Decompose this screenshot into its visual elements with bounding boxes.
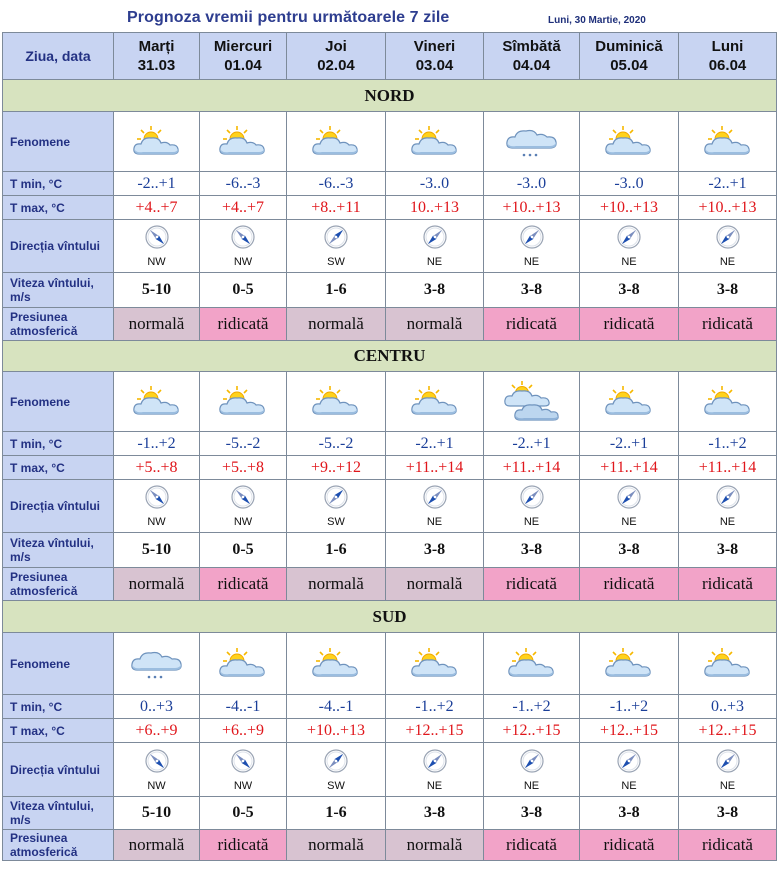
wind-compass — [386, 484, 483, 528]
wind-compass — [679, 484, 776, 528]
wind_speed-label: Viteza vîntului, m/s — [3, 273, 114, 308]
region-row-centru — [3, 341, 777, 372]
pressure-value: normală — [287, 830, 386, 861]
phenomena-cell — [580, 372, 679, 432]
wind-direction-cell — [386, 480, 484, 533]
wind-speed-value: 0-5 — [200, 273, 287, 308]
day-header-1 — [200, 33, 287, 80]
phenomena-cell — [580, 633, 679, 695]
phenomena-cell — [386, 633, 484, 695]
phenomena-cell — [287, 372, 386, 432]
tmax-value: +10..+13 — [580, 196, 679, 220]
wind-compass — [114, 748, 199, 792]
wind-speed-value: 0-5 — [200, 533, 287, 568]
phenomena-cell — [484, 633, 580, 695]
partly-cloudy-icon — [200, 646, 286, 682]
pressure-value: normală — [287, 568, 386, 601]
day-header-5 — [580, 33, 679, 80]
tmax-row — [3, 719, 777, 743]
pressure-value: normală — [386, 830, 484, 861]
wind-direction-value: NE — [621, 779, 637, 792]
partly-cloudy-icon — [386, 384, 483, 420]
day-date: 02.04 — [317, 57, 355, 74]
tmax-value: +11..+14 — [580, 456, 679, 480]
wind-compass — [114, 484, 199, 528]
wind-compass — [200, 748, 286, 792]
tmax-value: 10..+13 — [386, 196, 484, 220]
wind-speed-value: 1-6 — [287, 273, 386, 308]
compass-icon — [519, 484, 545, 515]
tmin-value: 0..+3 — [114, 695, 200, 719]
phenomena-cell — [114, 372, 200, 432]
day-header-row — [3, 33, 777, 80]
tmin-value: -1..+2 — [386, 695, 484, 719]
tmin-label: T min, °C — [3, 432, 114, 456]
phenomena-cell — [114, 633, 200, 695]
region-title: SUD — [3, 601, 777, 633]
wind-direction-cell — [114, 743, 200, 797]
partly-cloudy-icon — [386, 646, 483, 682]
day-date: 04.04 — [512, 57, 551, 74]
tmin-value: -2..+1 — [484, 432, 580, 456]
day-name: Sîmbătă — [502, 38, 561, 55]
tmin-value: 0..+3 — [679, 695, 777, 719]
wind-speed-value: 3-8 — [484, 273, 580, 308]
forecast-table — [2, 32, 777, 861]
wind-compass — [386, 748, 483, 792]
tmin-value: -2..+1 — [580, 432, 679, 456]
partly-cloudy-icon — [580, 384, 678, 420]
day-date-label: Ziua, data — [3, 33, 114, 80]
wind-direction-value: NW — [233, 516, 253, 528]
tmin-value: -5..-2 — [200, 432, 287, 456]
partly-cloudy-icon — [679, 646, 776, 682]
tmin-value: -3..0 — [386, 172, 484, 196]
cloud-snow-icon — [114, 644, 199, 684]
compass-icon — [230, 748, 256, 779]
wind-direction-cell — [679, 220, 777, 273]
wind_speed-label: Viteza vîntului, m/s — [3, 533, 114, 568]
wind_dir-row — [3, 743, 777, 797]
partly-cloudy-icon — [386, 124, 483, 160]
wind_dir-row — [3, 480, 777, 533]
tmax-value: +5..+8 — [114, 456, 200, 480]
wind-direction-cell — [386, 743, 484, 797]
wind_dir-label: Direcția vîntului — [3, 480, 114, 533]
pressure-value: normală — [386, 568, 484, 601]
tmax-label: T max, °C — [3, 719, 114, 743]
wind-direction-value: NE — [621, 516, 637, 528]
day-name: Duminică — [595, 38, 663, 55]
compass-icon — [230, 224, 256, 255]
region-row-sud — [3, 601, 777, 633]
tmax-value: +9..+12 — [287, 456, 386, 480]
wind-speed-value: 5-10 — [114, 273, 200, 308]
wind-speed-value: 3-8 — [679, 797, 777, 830]
day-header-2 — [287, 33, 386, 80]
wind_speed-row — [3, 533, 777, 568]
pressure-label: Presiunea atmosferică — [3, 568, 114, 601]
pressure-row — [3, 568, 777, 601]
region-title: NORD — [3, 80, 777, 112]
wind-speed-value: 3-8 — [386, 797, 484, 830]
phenomena-cell — [386, 112, 484, 172]
compass-icon — [422, 748, 448, 779]
tmin-value: -4..-1 — [287, 695, 386, 719]
phenomena-cell — [287, 633, 386, 695]
partly-cloudy-icon — [580, 646, 678, 682]
compass-icon — [230, 484, 256, 515]
day-name: Miercuri — [213, 38, 273, 55]
phenomena-cell — [484, 372, 580, 432]
wind-direction-value: SW — [327, 779, 345, 792]
current-date: Luni, 30 Martie, 2020 — [548, 15, 646, 26]
pressure-value: ridicată — [679, 830, 777, 861]
tmax-row — [3, 456, 777, 480]
wind-compass — [287, 224, 385, 268]
tmin-value: -6..-3 — [287, 172, 386, 196]
partly-cloudy-icon — [200, 384, 286, 420]
phenomena-label: Fenomene — [3, 372, 114, 432]
wind-direction-value: NW — [233, 779, 253, 792]
wind_dir-label: Direcția vîntului — [3, 220, 114, 273]
tmax-value: +10..+13 — [484, 196, 580, 220]
wind-compass — [386, 224, 483, 268]
region-row-nord — [3, 80, 777, 112]
tmax-value: +8..+11 — [287, 196, 386, 220]
pressure-value: ridicată — [580, 568, 679, 601]
wind-speed-value: 3-8 — [484, 797, 580, 830]
phenomena-cell — [679, 633, 777, 695]
wind-compass — [679, 748, 776, 792]
wind-direction-value: NE — [719, 516, 736, 528]
phenomena-cell — [114, 112, 200, 172]
page-title: Prognoza vremii pentru următoarele 7 zile — [127, 9, 450, 26]
wind-speed-value: 3-8 — [580, 273, 679, 308]
compass-icon — [144, 484, 170, 515]
tmax-value: +11..+14 — [679, 456, 777, 480]
wind-direction-value: NE — [621, 256, 637, 268]
partly-cloudy-icon — [679, 124, 776, 160]
partly-cloudy-icon — [287, 384, 385, 420]
wind-direction-cell — [484, 480, 580, 533]
wind-compass — [200, 224, 286, 268]
wind-direction-value: NE — [523, 516, 540, 528]
day-header-3 — [386, 33, 484, 80]
compass-icon — [519, 748, 545, 779]
wind-speed-value: 5-10 — [114, 797, 200, 830]
wind-direction-value: NE — [719, 256, 736, 268]
wind-direction-value: NE — [523, 779, 540, 792]
pressure-value: normală — [114, 830, 200, 861]
wind-direction-value: NE — [426, 256, 443, 268]
wind-direction-cell — [679, 480, 777, 533]
tmax-value: +6..+9 — [200, 719, 287, 743]
wind-direction-value: NW — [233, 256, 253, 268]
phenomena-cell — [200, 372, 287, 432]
tmin-label: T min, °C — [3, 172, 114, 196]
wind-speed-value: 3-8 — [484, 533, 580, 568]
compass-icon — [616, 224, 642, 255]
wind_speed-row — [3, 797, 777, 830]
pressure-value: ridicată — [679, 308, 777, 341]
tmax-value: +12..+15 — [484, 719, 580, 743]
wind_speed-row — [3, 273, 777, 308]
wind-speed-value: 3-8 — [679, 273, 777, 308]
wind-direction-value: SW — [327, 516, 345, 528]
compass-icon — [323, 484, 349, 515]
wind-direction-value: SW — [327, 256, 345, 268]
partly-cloudy-icon — [200, 124, 286, 160]
compass-icon — [323, 224, 349, 255]
wind-direction-value: NE — [719, 779, 736, 792]
pressure-value: ridicată — [200, 568, 287, 601]
wind-direction-value: NE — [426, 516, 443, 528]
phenomena-cell — [200, 633, 287, 695]
region-title: CENTRU — [3, 341, 777, 372]
tmin-value: -4..-1 — [200, 695, 287, 719]
tmin-value: -1..+2 — [114, 432, 200, 456]
day-name: Vineri — [413, 38, 456, 55]
tmin-value: -5..-2 — [287, 432, 386, 456]
tmax-value: +12..+15 — [679, 719, 777, 743]
pressure-value: normală — [114, 308, 200, 341]
wind-direction-cell — [679, 743, 777, 797]
wind-compass — [200, 484, 286, 528]
wind-direction-cell — [484, 220, 580, 273]
compass-icon — [323, 748, 349, 779]
phenomena-row — [3, 372, 777, 432]
wind-direction-cell — [114, 480, 200, 533]
phenomena-cell — [200, 112, 287, 172]
tmin-value: -6..-3 — [200, 172, 287, 196]
tmax-value: +11..+14 — [386, 456, 484, 480]
phenomena-cell — [386, 372, 484, 432]
pressure-value: ridicată — [200, 308, 287, 341]
phenomena-row — [3, 112, 777, 172]
wind_dir-row — [3, 220, 777, 273]
wind-compass — [580, 748, 678, 792]
compass-icon — [715, 484, 741, 515]
wind-compass — [484, 484, 579, 528]
compass-icon — [715, 224, 741, 255]
phenomena-cell — [580, 112, 679, 172]
wind-speed-value: 0-5 — [200, 797, 287, 830]
wind-direction-cell — [484, 743, 580, 797]
compass-icon — [422, 484, 448, 515]
tmax-value: +12..+15 — [386, 719, 484, 743]
partly-cloudy-icon — [580, 124, 678, 160]
tmax-value: +10..+13 — [679, 196, 777, 220]
tmin-label: T min, °C — [3, 695, 114, 719]
phenomena-row — [3, 633, 777, 695]
wind-direction-cell — [580, 743, 679, 797]
tmax-value: +12..+15 — [580, 719, 679, 743]
tmax-value: +5..+8 — [200, 456, 287, 480]
wind-direction-cell — [287, 743, 386, 797]
tmin-value: -3..0 — [580, 172, 679, 196]
tmin-value: -2..+1 — [114, 172, 200, 196]
compass-icon — [422, 224, 448, 255]
wind-speed-value: 1-6 — [287, 533, 386, 568]
page-header — [0, 0, 783, 32]
partly-cloudy-icon — [114, 384, 199, 420]
compass-icon — [519, 224, 545, 255]
pressure-row — [3, 308, 777, 341]
phenomena-cell — [679, 372, 777, 432]
phenomena-cell — [484, 112, 580, 172]
compass-icon — [616, 484, 642, 515]
wind-speed-value: 3-8 — [386, 533, 484, 568]
day-header-6 — [679, 33, 777, 80]
tmin-value: -1..+2 — [679, 432, 777, 456]
tmin-value: -2..+1 — [679, 172, 777, 196]
day-date: 05.04 — [610, 57, 648, 74]
tmax-label: T max, °C — [3, 456, 114, 480]
day-date: 03.04 — [415, 57, 454, 74]
wind-compass — [484, 748, 579, 792]
phenomena-label: Fenomene — [3, 633, 114, 695]
tmin-value: -1..+2 — [484, 695, 580, 719]
wind-compass — [679, 224, 776, 268]
wind-direction-value: NW — [147, 256, 166, 268]
wind-speed-value: 3-8 — [679, 533, 777, 568]
tmin-row — [3, 432, 777, 456]
wind-direction-cell — [287, 480, 386, 533]
phenomena-cell — [287, 112, 386, 172]
wind_speed-label: Viteza vîntului, m/s — [3, 797, 114, 830]
tmin-value: -1..+2 — [580, 695, 679, 719]
pressure-value: ridicată — [679, 568, 777, 601]
pressure-value: ridicată — [580, 308, 679, 341]
wind-direction-cell — [200, 743, 287, 797]
tmin-row — [3, 172, 777, 196]
wind-direction-value: NE — [426, 779, 443, 792]
wind-direction-cell — [580, 220, 679, 273]
compass-icon — [715, 748, 741, 779]
wind-direction-value: NW — [147, 516, 166, 528]
pressure-label: Presiunea atmosferică — [3, 308, 114, 341]
pressure-value: ridicată — [484, 830, 580, 861]
wind-speed-value: 3-8 — [386, 273, 484, 308]
day-date: 01.04 — [224, 57, 262, 74]
tmax-value: +6..+9 — [114, 719, 200, 743]
wind-speed-value: 5-10 — [114, 533, 200, 568]
compass-icon — [144, 748, 170, 779]
wind-direction-cell — [580, 480, 679, 533]
pressure-value: normală — [386, 308, 484, 341]
tmax-value: +10..+13 — [287, 719, 386, 743]
pressure-label: Presiunea atmosferică — [3, 830, 114, 861]
wind-direction-value: NW — [147, 779, 166, 792]
partly-cloudy-icon — [287, 646, 385, 682]
wind-direction-cell — [114, 220, 200, 273]
day-header-0 — [114, 33, 200, 80]
wind-direction-cell — [386, 220, 484, 273]
wind-speed-value: 1-6 — [287, 797, 386, 830]
tmax-value: +4..+7 — [200, 196, 287, 220]
tmax-value: +4..+7 — [114, 196, 200, 220]
day-header-4 — [484, 33, 580, 80]
partly-cloudy-icon — [114, 124, 199, 160]
tmin-row — [3, 695, 777, 719]
wind-direction-cell — [200, 220, 287, 273]
wind-compass — [287, 748, 385, 792]
phenomena-label: Fenomene — [3, 112, 114, 172]
pressure-value: ridicată — [484, 568, 580, 601]
wind-compass — [580, 484, 678, 528]
wind-speed-value: 3-8 — [580, 533, 679, 568]
pressure-value: ridicată — [484, 308, 580, 341]
tmax-row — [3, 196, 777, 220]
compass-icon — [144, 224, 170, 255]
partly-cloudy-icon — [679, 384, 776, 420]
phenomena-cell — [679, 112, 777, 172]
wind-direction-cell — [287, 220, 386, 273]
partly-cloudy-icon — [484, 646, 579, 682]
pressure-value: ridicată — [580, 830, 679, 861]
wind-speed-value: 3-8 — [580, 797, 679, 830]
day-date: 06.04 — [708, 57, 747, 74]
day-name: Joi — [325, 38, 347, 55]
day-name: Luni — [711, 38, 744, 55]
pressure-row — [3, 830, 777, 861]
wind-compass — [114, 224, 199, 268]
wind_dir-label: Direcția vîntului — [3, 743, 114, 797]
wind-direction-cell — [200, 480, 287, 533]
cloud-snow-icon — [484, 122, 579, 162]
wind-compass — [287, 484, 385, 528]
compass-icon — [616, 748, 642, 779]
day-date: 31.03 — [137, 57, 176, 74]
wind-compass — [580, 224, 678, 268]
tmax-value: +11..+14 — [484, 456, 580, 480]
mostly-cloudy-icon — [484, 380, 579, 424]
day-name: Marți — [138, 38, 175, 55]
pressure-value: ridicată — [200, 830, 287, 861]
pressure-value: normală — [114, 568, 200, 601]
partly-cloudy-icon — [287, 124, 385, 160]
tmin-value: -2..+1 — [386, 432, 484, 456]
tmax-label: T max, °C — [3, 196, 114, 220]
wind-compass — [484, 224, 579, 268]
wind-direction-value: NE — [523, 256, 540, 268]
pressure-value: normală — [287, 308, 386, 341]
tmin-value: -3..0 — [484, 172, 580, 196]
